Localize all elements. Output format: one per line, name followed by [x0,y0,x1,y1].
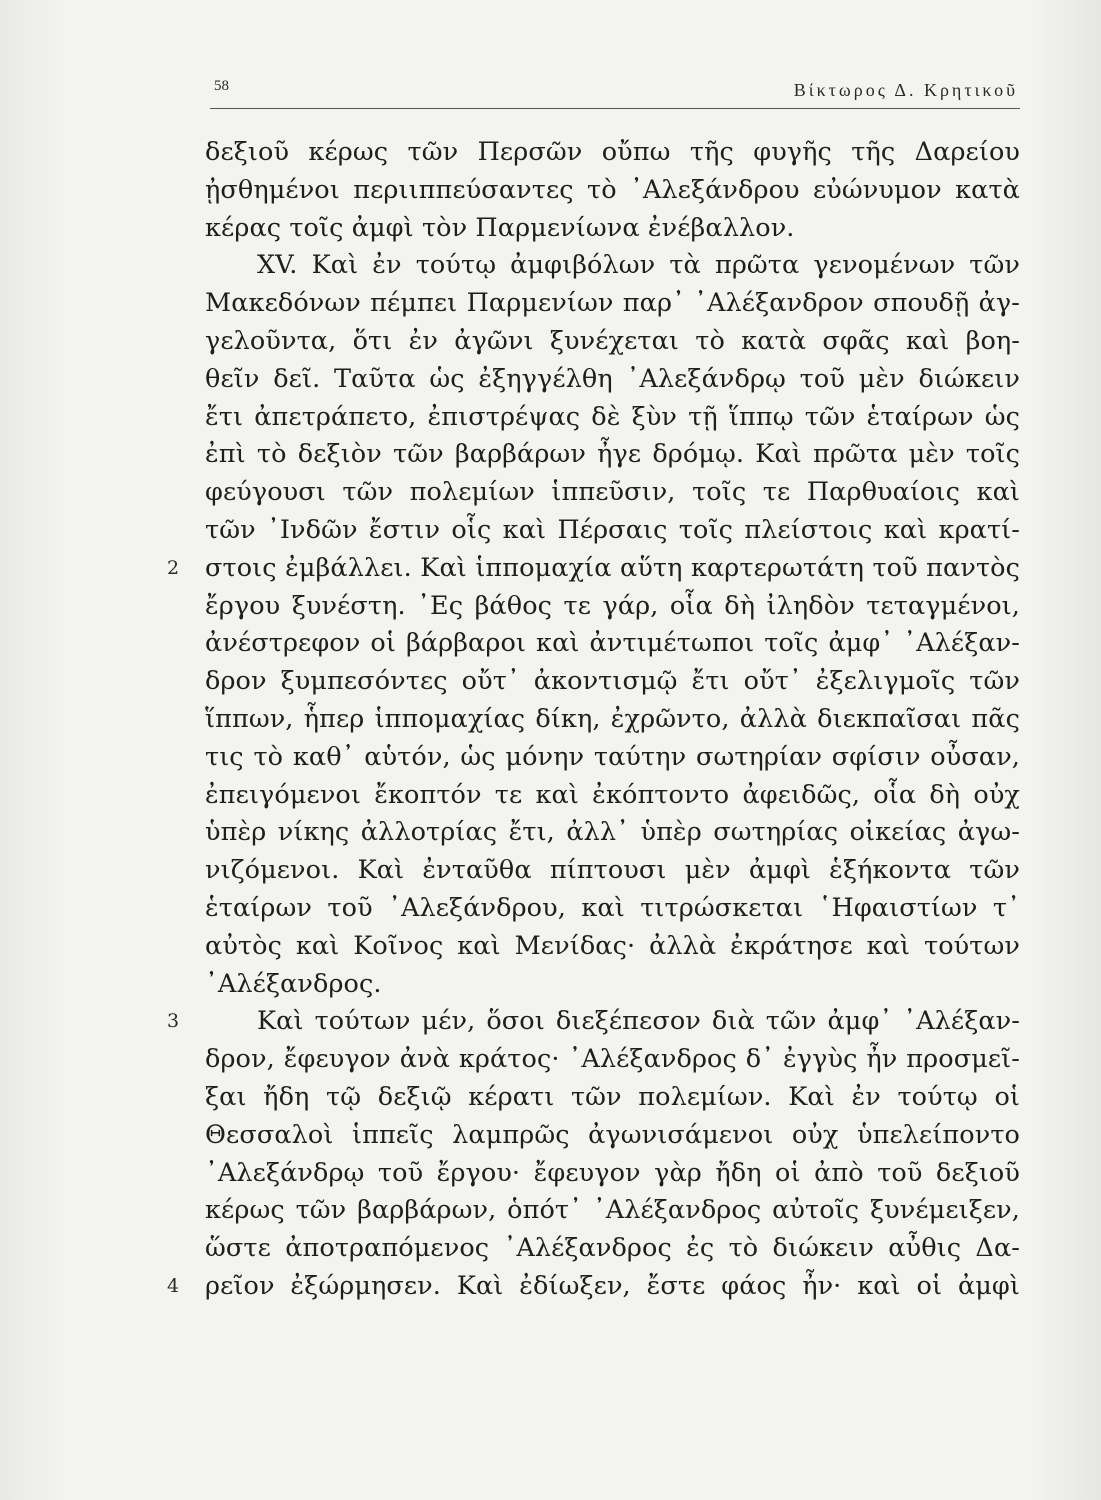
text-line-numbered [167,550,1020,588]
text-line: ἐπειγόμενοι ἔκοπτόν τε καὶ ἐκόπτοντο ἀφειδῶς, οἷα δὴ οὐχ [205,779,1020,810]
text-line: φεύγουσι τῶν πολεμίων ἱππεῦσιν, τοῖς τε Παρθυαίοις καὶ [205,477,1020,508]
text-line: ἀνέστρεφον οἱ βάρβαροι καὶ ἀντιμέτωποι τοῖς ἀμφ᾿ ᾿Αλέξαν- [205,628,1020,659]
text-line-numbered [167,1003,1020,1041]
running-title: Βίκτωρος Δ. Κρητικοῦ [793,80,1018,100]
text-line: ἵππων, ἧπερ ἱππομαχίας δίκη, ἐχρῶντο, ἀλλὰ διεκπαῖσαι πᾶς [205,703,1020,734]
margin-section-number: 4 [167,1274,180,1297]
text-line: δρον, ἔφευγον ἀνὰ κράτος· ᾿Αλέξανδρος δ᾿ ἐγγὺς ἦν προσμεῖ- [205,1044,1020,1075]
text-line: ἐπὶ τὸ δεξιὸν τῶν βαρβάρων ἦγε δρόμῳ. Καὶ πρῶτα μὲν τοῖς [205,439,1020,470]
text-line: δρον ξυμπεσόντες οὔτ᾿ ἀκοντισμῷ ἔτι οὔτ᾿ ἐξελιγμοῖς τῶν [205,666,1020,697]
text-line: ἔτι ἀπετράπετο, ἐπιστρέψας δὲ ξὺν τῇ ἵππῳ τῶν ἑταίρων ὡς [205,401,1020,432]
text-line: κέρας τοῖς ἀμφὶ τὸν Παρμενίωνα ἐνέβαλλον. [205,212,795,243]
text-line: ὑπὲρ νίκης ἀλλοτρίας ἔτι, ἀλλ᾿ ὑπὲρ σωτηρίας οἰκείας ἀγω- [205,817,1020,848]
text-line: αὐτὸς καὶ Κοῖνος καὶ Μενίδας· ἀλλὰ ἐκράτησε καὶ τούτων [205,930,1020,961]
text-line: Θεσσαλοὶ ἱππεῖς λαμπρῶς ἀγωνισάμενοι οὐχ ὑπελείποντο [205,1119,1020,1150]
page-number: 58 [214,78,229,94]
text-line: θεῖν δεῖ. Ταῦτα ὡς ἐξηγγέλθη ᾿Αλεξάνδρῳ τοῦ μὲν διώκειν [205,363,1020,394]
text-line: ᾿Αλεξάνδρῳ τοῦ ἔργου· ἔφευγον γὰρ ἤδη οἱ ἀπὸ τοῦ δεξιοῦ [205,1157,1020,1188]
text-line: ἑταίρων τοῦ ᾿Αλεξάνδρου, καὶ τιτρώσκεται ῾Ηφαιστίων τ᾿ [205,892,1020,923]
text-line-content: Καὶ τούτων μέν, ὅσοι διεξέπεσον διὰ τῶν ἀμφ᾿ ᾿Αλέξαν- [257,1006,1020,1037]
text-line: τῶν ᾿Ινδῶν ἔστιν οἷς καὶ Πέρσαις τοῖς πλείστοις καὶ κρατί- [205,514,1020,545]
text-line: ᾐσθημένοι περιιππεύσαντες τὸ ᾿Αλεξάνδρου εὐώνυμον κατὰ [205,174,1020,205]
text-line: κέρως τῶν βαρβάρων, ὁπότ᾿ ᾿Αλέξανδρος αὐτοῖς ξυνέμειξεν, [205,1195,1020,1226]
text-line-content: ρεῖον ἐξώρμησεν. Καὶ ἐδίωξεν, ἔστε φάος ἦν· καὶ οἱ ἀμφὶ [205,1270,1020,1301]
chapter-heading-line: XV. Καὶ ἐν τούτῳ ἀμφιβόλων τὰ πρῶτα γενομένων τῶν [257,250,1020,281]
text-line: νιζόμενοι. Καὶ ἐνταῦθα πίπτουσι μὲν ἀμφὶ ἑξήκοντα τῶν [205,855,1020,886]
text-line: Μακεδόνων πέμπει Παρμενίων παρ᾿ ᾿Αλέξανδρον σπουδῇ ἀγ- [205,288,1020,319]
text-line: τις τὸ καθ᾿ αὑτόν, ὡς μόνην ταύτην σωτηρίαν σφίσιν οὖσαν, [205,741,1020,772]
text-line: ὥστε ἀποτραπόμενος ᾿Αλέξανδρος ἐς τὸ διώκειν αὖθις Δα- [205,1233,1020,1264]
margin-section-number: 3 [167,1010,180,1033]
text-line: δεξιοῦ κέρως τῶν Περσῶν οὔπω τῆς φυγῆς τῆς Δαρείου [205,137,1020,167]
margin-section-number: 2 [167,556,180,579]
body-text [167,134,1020,1306]
text-line: ξαι ἤδη τῷ δεξιῷ κέρατι τῶν πολεμίων. Καὶ ἐν τούτῳ οἱ [205,1081,1020,1112]
running-header [210,78,1020,109]
text-line: γελοῦντα, ὅτι ἐν ἀγῶνι ξυνέχεται τὸ κατὰ σφᾶς καὶ βοη- [205,325,1020,356]
text-line-content: στοις ἐμβάλλει. Καὶ ἱππομαχία αὕτη καρτερωτάτη τοῦ παντὸς [205,552,1020,583]
text-line: ᾿Αλέξανδρος. [205,968,382,999]
text-line-numbered [167,1268,1020,1306]
text-line: ἔργου ξυνέστη. ᾿Ες βάθος τε γάρ, οἷα δὴ ἰληδὸν τεταγμένοι, [205,590,1020,621]
